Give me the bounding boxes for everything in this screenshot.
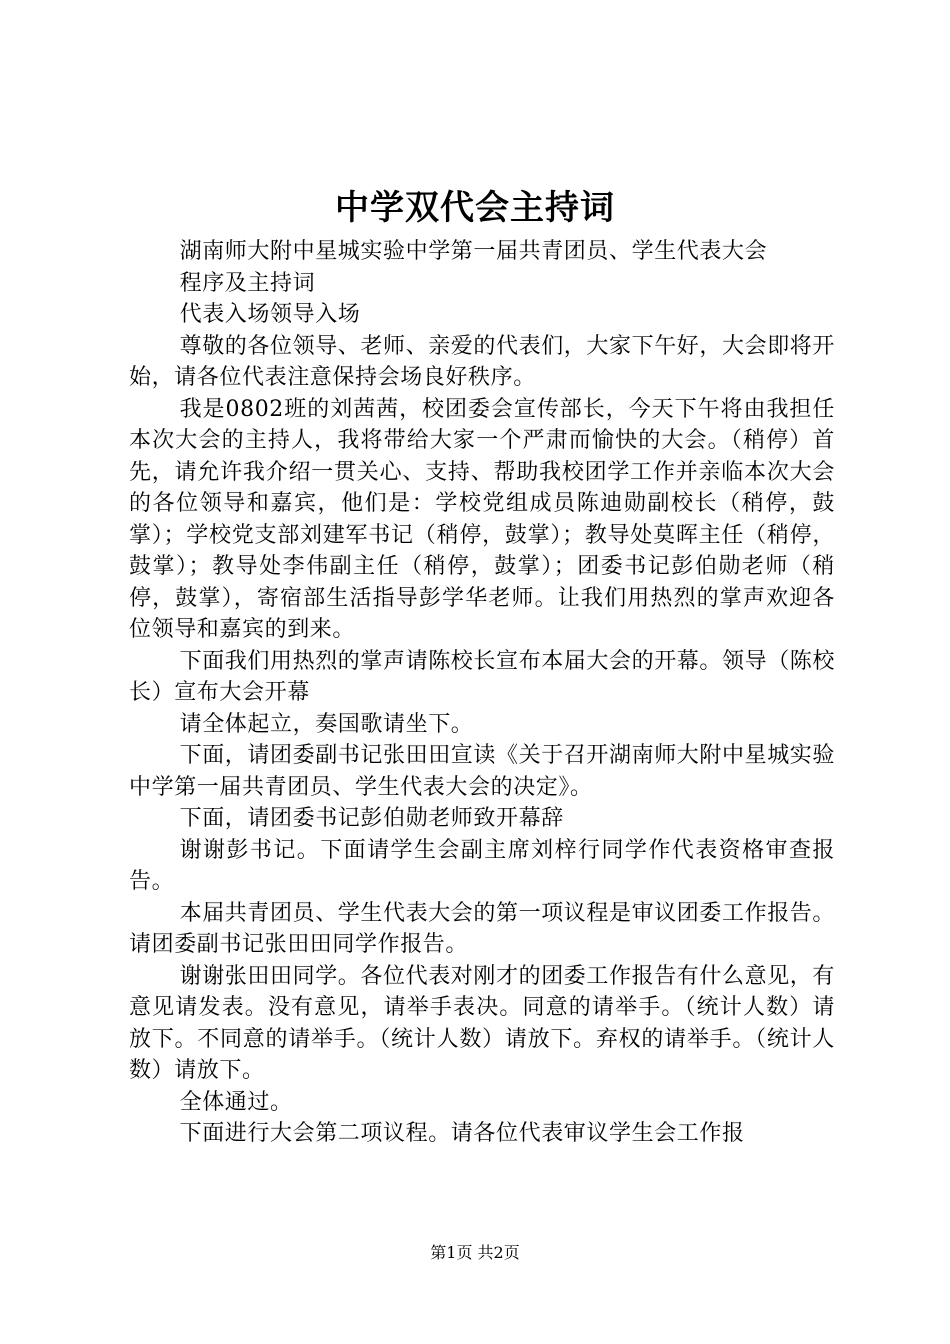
document-title: 中学双代会主持词: [335, 188, 615, 228]
paragraph: 全体通过。: [179, 1089, 293, 1115]
paragraph: 程序及主持词: [179, 270, 316, 296]
paragraph: 本届共青团员、学生代表大会的第一项议程是审议团委工作报告。请团委副书记张田田同学作报告。: [129, 900, 835, 957]
document-body: [129, 236, 835, 1150]
page-footer: 第1页 共2页: [430, 1243, 520, 1262]
paragraph: 下面我们用热烈的掌声请陈校长宣布本届大会的开幕。领导（陈校长）宣布大会开幕: [129, 648, 835, 705]
paragraph: 下面，请团委书记彭伯勋老师致开幕辞: [179, 806, 564, 831]
paragraph: 请全体起立，奏国歌请坐下。: [179, 711, 474, 737]
paragraph: 下面，请团委副书记张田田宣读《关于召开湖南师大附中星城实验中学第一届共青团员、学生代表大会的决定》。: [129, 743, 835, 800]
paragraph: 我是0802班的刘茜茜，校团委会宣传部长，今天下午将由我担任本次大会的主持人，我将带给大家一个严肃而愉快的大会。（稍停）首先，请允许我介绍一贯关心、支持、帮助我校团学工作并亲临本次大会的各位领导和嘉宾，他们是：学校党组成员陈迪勋副校长（稍停，鼓掌）；学校党支部刘建军书记（稍停，鼓掌）；教导处莫晖主任（稍停，鼓掌）；教导处李伟副主任（稍停，鼓掌）；团委书记彭伯勋老师（稍停，鼓掌），寄宿部生活指导彭学华老师。让我们用热烈的掌声欢迎各位领导和嘉宾的到来。: [129, 396, 835, 642]
paragraph: 谢谢张田田同学。各位代表对刚才的团委工作报告有什么意见，有意见请发表。没有意见，请举手表决。同意的请举手。（统计人数）请放下。不同意的请举手。（统计人数）请放下。弃权的请举手。（统计人数）请放下。: [129, 963, 835, 1083]
paragraph: 湖南师大附中星城实验中学第一届共青团员、学生代表大会: [179, 239, 768, 264]
paragraph: 谢谢彭书记。下面请学生会副主席刘梓行同学作代表资格审查报告。: [129, 837, 835, 894]
paragraph: 下面进行大会第二项议程。请各位代表审议学生会工作报: [179, 1121, 745, 1146]
paragraph: 尊敬的各位领导、老师、亲爱的代表们，大家下午好，大会即将开始，请各位代表注意保持会场良好秩序。: [129, 333, 835, 390]
paragraph: 代表入场领导入场: [179, 302, 361, 327]
